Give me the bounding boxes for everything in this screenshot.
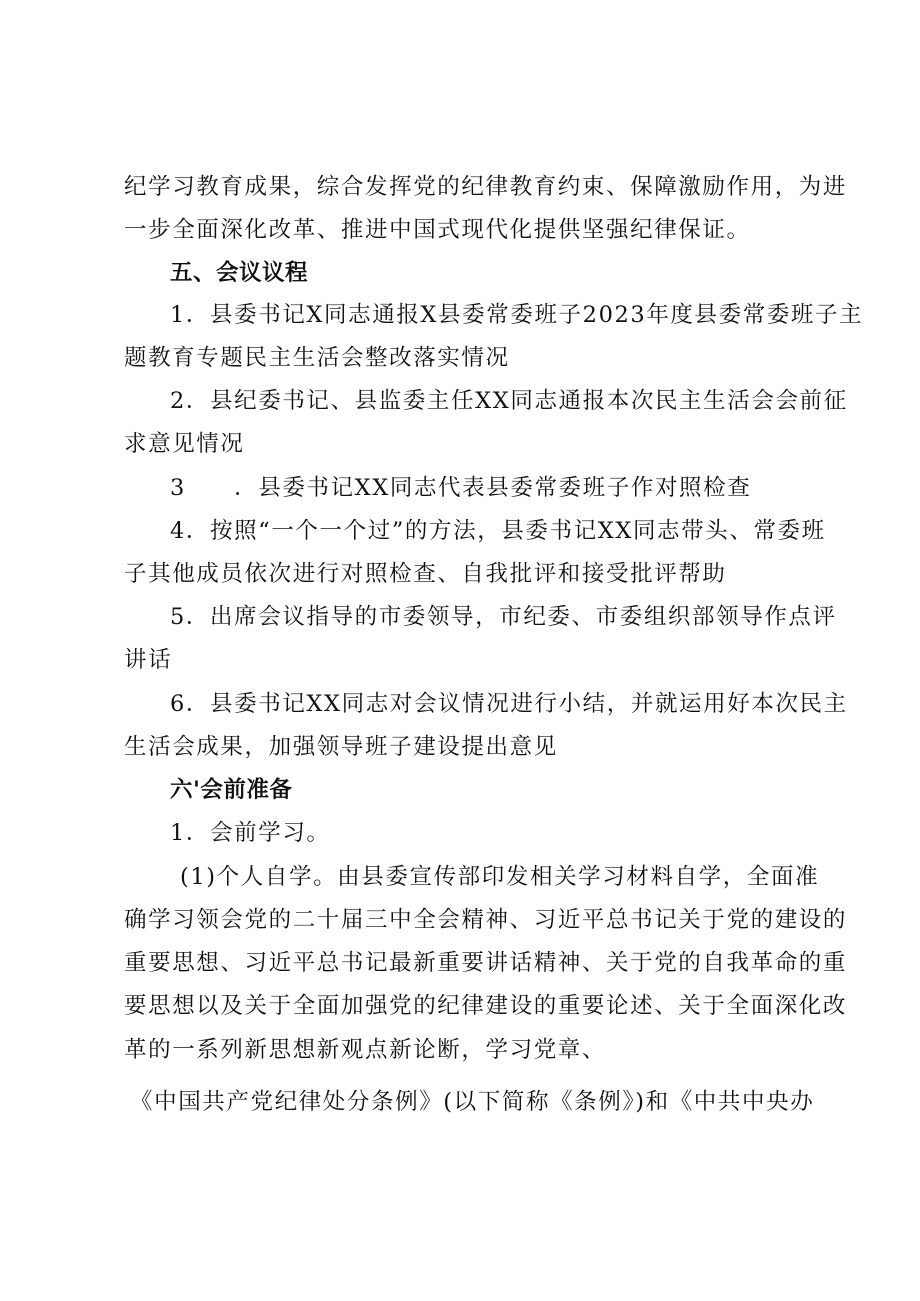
- body-line: 纪学习教育成果，综合发挥党的纪律教育约束、保障激励作用，为进: [124, 174, 848, 200]
- agenda-item-2: 2．县纪委书记、县监委主任XX同志通报本次民主生活会会前征: [170, 388, 848, 414]
- body-line: 题教育专题民主生活会整改落实情况: [124, 345, 510, 371]
- section-heading-agenda: 五、会议议程: [170, 260, 309, 286]
- body-line: 重要思想、习近平总书记最新重要讲话精神、关于党的自我革命的重: [124, 950, 848, 976]
- agenda-item-6: 6．县委书记XX同志对会议情况进行小结，并就运用好本次民主: [170, 691, 848, 717]
- body-line: 要思想以及关于全面加强党的纪律建设的重要论述、关于全面深化改: [124, 993, 848, 1019]
- agenda-item-1: 1．县委书记X同志通报X县委常委班子2023年度县委常委班子主: [170, 302, 864, 328]
- body-line: 求意见情况: [124, 431, 245, 457]
- agenda-item-5: 5．出席会议指导的市委领导，市纪委、市委组织部领导作点评: [170, 604, 837, 630]
- section-heading-preparation: 六'会前准备: [170, 777, 293, 803]
- body-line: 讲话: [124, 647, 173, 673]
- body-line: 一步全面深化改革、推进中国式现代化提供坚强纪律保证。: [124, 217, 751, 243]
- agenda-item-3: 3 ．县委书记XX同志代表县委常委班子作对照检查: [170, 475, 752, 501]
- body-line: 确学习领会党的二十届三中全会精神、习近平总书记关于党的建设的: [124, 907, 848, 933]
- body-line: 生活会成果，加强领导班子建设提出意见: [124, 734, 558, 760]
- body-line: 革的一系列新思想新观点新论断，学习党章、: [124, 1037, 607, 1063]
- prep-item-1: 1．会前学习。: [170, 820, 331, 846]
- prep-subitem-1: (1)个人自学。由县委宣传部印发相关学习材料自学，全面准: [180, 864, 820, 890]
- body-line: 《中国共产党纪律处分条例》(以下简称《条例》)和《中共中央办: [130, 1089, 815, 1115]
- body-line: 子其他成员依次进行对照检查、自我批评和接受批评帮助: [124, 561, 727, 587]
- agenda-item-4: 4．按照“一个一个过”的方法，县委书记XX同志带头、常委班: [170, 518, 826, 544]
